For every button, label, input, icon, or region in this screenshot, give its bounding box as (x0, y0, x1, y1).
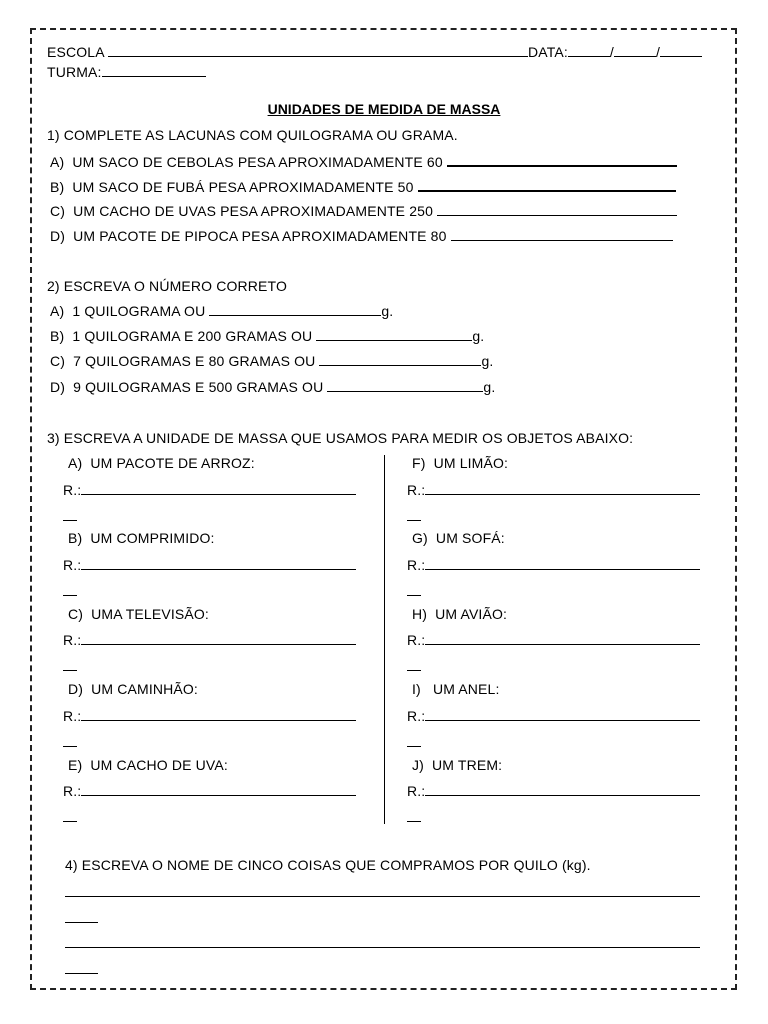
q3-answer-d (63, 708, 356, 724)
q2-item-a-text: A) 1 QUILOGRAMA OU (50, 303, 206, 319)
q2-item-c (50, 353, 493, 369)
class-line (47, 64, 206, 80)
answer-label: R.: (63, 482, 82, 498)
q1-answer-d[interactable] (451, 228, 673, 241)
date-year-field[interactable] (660, 44, 702, 57)
q3-answer-a-cont (63, 508, 77, 524)
q2-item-d (50, 379, 495, 395)
answer-label: R.: (63, 632, 82, 648)
q4-answer-field-1[interactable] (65, 884, 700, 897)
q3-answer-g (407, 557, 700, 573)
q3-item-c: C) UMA TELEVISÃO: (68, 606, 209, 622)
q3-answer-b-cont (63, 583, 77, 599)
q2-item-b (50, 328, 484, 344)
answer-label: R.: (407, 783, 426, 799)
school-label: ESCOLA (47, 44, 104, 60)
q2-prompt: 2) ESCREVA O NÚMERO CORRETO (47, 278, 288, 294)
q3-item-h: H) UM AVIÃO: (412, 606, 508, 622)
q1-item-b (50, 178, 676, 195)
q2-item-b-text: B) 1 QUILOGRAMA E 200 GRAMAS OU (50, 328, 313, 344)
q4-answer-line-2 (65, 935, 700, 951)
q3-answer-j-field[interactable] (425, 783, 700, 796)
q3-answer-j-cont (407, 809, 421, 825)
q3-answer-c (63, 632, 356, 648)
q3-answer-j (407, 783, 700, 799)
answer-label: R.: (407, 482, 426, 498)
q3-item-e: E) UM CACHO DE UVA: (68, 757, 228, 773)
q2-unit-b: g. (472, 328, 485, 344)
answer-label: R.: (63, 557, 82, 573)
q2-item-d-text: D) 9 QUILOGRAMAS E 500 GRAMAS OU (50, 379, 324, 395)
q3-answer-d-cont (63, 734, 77, 750)
q3-answer-i (407, 708, 700, 724)
date-label: DATA: (527, 44, 568, 60)
q3-answer-a-field[interactable] (81, 482, 356, 495)
q3-answer-e (63, 783, 356, 799)
q3-item-a: A) UM PACOTE DE ARROZ: (68, 455, 255, 471)
q3-answer-a (63, 482, 356, 498)
q2-unit-c: g. (481, 353, 494, 369)
school-field[interactable] (108, 44, 528, 57)
q3-answer-f (407, 482, 700, 498)
q4-answer-line-2-cont (65, 961, 98, 977)
q3-answer-d-field[interactable] (81, 708, 356, 721)
q2-unit-a: g. (381, 303, 394, 319)
q1-item-c-text: C) UM CACHO DE UVAS PESA APROXIMADAMENTE 250 (50, 203, 434, 219)
q3-item-b: B) UM COMPRIMIDO: (68, 530, 215, 546)
q3-answer-e-field[interactable] (81, 783, 356, 796)
q2-answer-b[interactable] (316, 328, 472, 341)
q4-answer-field-2[interactable] (65, 935, 700, 948)
class-label: TURMA: (47, 64, 102, 80)
q3-answer-c-field[interactable] (81, 632, 356, 645)
q3-item-g: G) UM SOFÁ: (412, 530, 505, 546)
q2-item-c-text: C) 7 QUILOGRAMAS E 80 GRAMAS OU (50, 353, 316, 369)
q2-item-a (50, 303, 393, 319)
q1-answer-b[interactable] (418, 178, 676, 192)
answer-label: R.: (407, 557, 426, 573)
q3-answer-g-cont (407, 583, 421, 599)
q3-answer-f-field[interactable] (425, 482, 700, 495)
q1-answer-a[interactable] (447, 153, 677, 167)
q1-item-a (50, 153, 677, 170)
q1-item-c (50, 203, 677, 219)
q3-answer-h (407, 632, 700, 648)
q1-answer-c[interactable] (437, 203, 677, 216)
school-line: ESCOLA DATA: / / (47, 44, 702, 60)
answer-label: R.: (407, 632, 426, 648)
q3-answer-h-field[interactable] (425, 632, 700, 645)
answer-label: R.: (407, 708, 426, 724)
q3-answer-f-cont (407, 508, 421, 524)
q4-answer-line-1 (65, 884, 700, 900)
q3-answer-c-cont (63, 658, 77, 674)
date-day-field[interactable] (568, 44, 610, 57)
q1-item-a-text: A) UM SACO DE CEBOLAS PESA APROXIMADAMENTE 60 (50, 154, 443, 170)
answer-label: R.: (63, 783, 82, 799)
answer-label: R.: (63, 708, 82, 724)
q1-item-d (50, 228, 673, 244)
q3-answer-e-cont (63, 809, 77, 825)
q1-prompt: 1) COMPLETE AS LACUNAS COM QUILOGRAMA OU GRAMA. (47, 127, 458, 143)
q2-unit-d: g. (483, 379, 496, 395)
q4-answer-line-1-cont (65, 910, 98, 926)
column-divider (384, 455, 385, 824)
page-title: UNIDADES DE MEDIDA DE MASSA (267, 101, 501, 117)
q1-item-d-text: D) UM PACOTE DE PIPOCA PESA APROXIMADAMENTE 80 (50, 228, 447, 244)
q3-answer-g-field[interactable] (425, 557, 700, 570)
q3-item-j: J) UM TREM: (412, 757, 503, 773)
q3-answer-i-field[interactable] (425, 708, 700, 721)
q3-item-f: F) UM LIMÃO: (412, 455, 509, 471)
q2-answer-d[interactable] (327, 379, 483, 392)
class-field[interactable] (102, 64, 206, 77)
q3-item-d: D) UM CAMINHÃO: (68, 681, 198, 697)
q3-answer-h-cont (407, 658, 421, 674)
q2-answer-c[interactable] (319, 353, 481, 366)
q4-prompt: 4) ESCREVA O NOME DE CINCO COISAS QUE COMPRAMOS POR QUILO (kg). (65, 857, 591, 873)
q2-answer-a[interactable] (209, 303, 381, 316)
date-month-field[interactable] (614, 44, 656, 57)
q3-answer-i-cont (407, 734, 421, 750)
q3-item-i: I) UM ANEL: (412, 681, 500, 697)
q3-answer-b-field[interactable] (81, 557, 356, 570)
q3-answer-b (63, 557, 356, 573)
q3-prompt: 3) ESCREVA A UNIDADE DE MASSA QUE USAMOS PARA MEDIR OS OBJETOS ABAIXO: (47, 430, 634, 446)
q1-item-b-text: B) UM SACO DE FUBÁ PESA APROXIMADAMENTE 50 (50, 179, 414, 195)
